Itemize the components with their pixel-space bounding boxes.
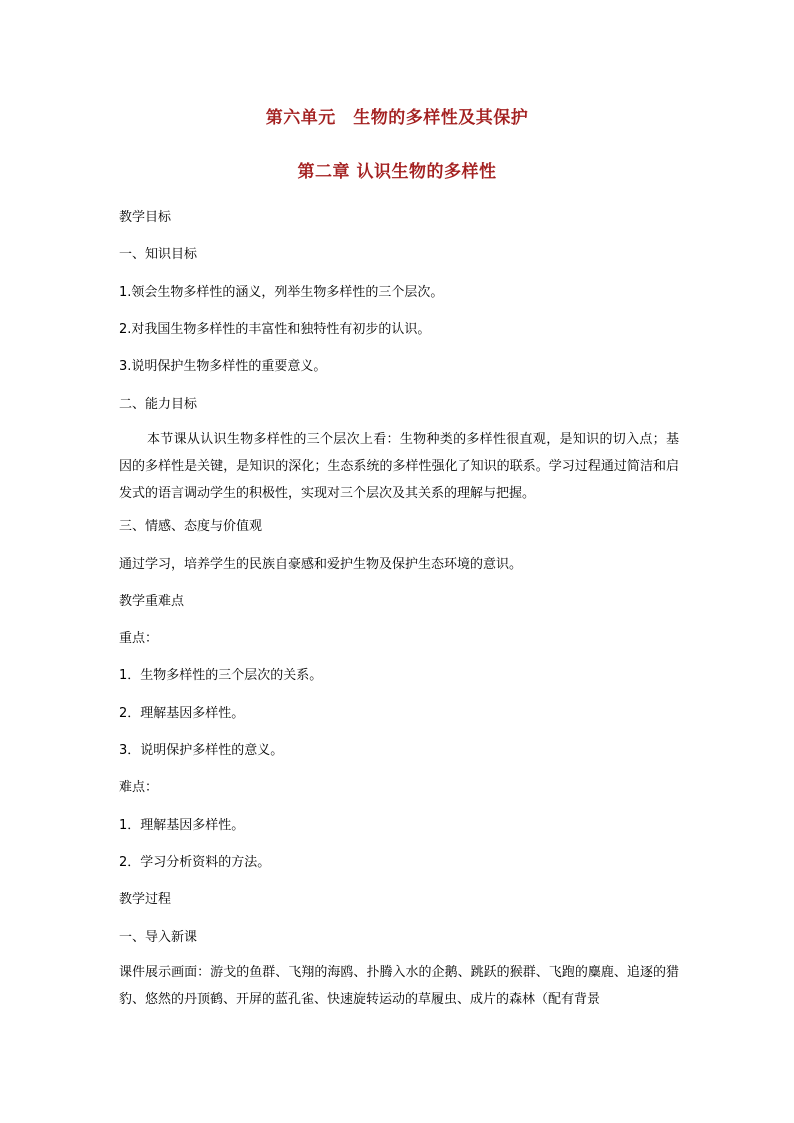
key-points-heading: 教学重难点 (119, 594, 185, 609)
intro-paragraph: 课件展示画面：游戈的鱼群、飞翔的海鸥、扑腾入水的企鹅、跳跃的猴群、飞跑的麋鹿、追逐的猎豹、悠然的丹顶鹤、开屏的蓝孔雀、快速旋转运动的草履虫、成片的森林（配有背景 (119, 965, 679, 1007)
knowledge-item-3: 3.说明保护生物多样性的重要意义。 (119, 359, 327, 374)
difficult-item-2: 2．学习分析资料的方法。 (119, 855, 271, 870)
key-item-1: 1．生物多样性的三个层次的关系。 (119, 668, 323, 683)
intro-heading: 一、导入新课 (119, 930, 198, 945)
key-item-3: 3．说明保护多样性的意义。 (119, 743, 284, 758)
unit-title: 第六单元 生物的多样性及其保护 (265, 108, 529, 128)
emotion-paragraph: 通过学习，培养学生的民族自豪感和爱护生物及保护生态环境的意识。 (119, 557, 523, 572)
key-label: 重点： (119, 631, 159, 646)
difficult-item-1: 1．理解基因多样性。 (119, 818, 245, 833)
ability-paragraph: 本节课从认识生物多样性的三个层次上看：生物种类的多样性很直观，是知识的切入点；基因的多样性是关键，是知识的深化；生态系统的多样性强化了知识的联系。学习过程通过简洁和启发式的语言调动学生的积极性，实现对三个层次及其关系的理解与把握。 (119, 432, 679, 501)
knowledge-item-1: 1.领会生物多样性的涵义，列举生物多样性的三个层次。 (119, 285, 444, 300)
difficult-label: 难点： (119, 780, 159, 795)
emotion-heading: 三、情感、态度与价值观 (119, 519, 263, 534)
teaching-goals-heading: 教学目标 (119, 210, 172, 225)
process-heading: 教学过程 (119, 892, 172, 907)
ability-heading: 二、能力目标 (119, 397, 198, 412)
chapter-title: 第二章 认识生物的多样性 (297, 162, 497, 182)
knowledge-heading: 一、知识目标 (119, 247, 198, 262)
key-item-2: 2．理解基因多样性。 (119, 706, 245, 721)
knowledge-item-2: 2.对我国生物多样性的丰富性和独特性有初步的认识。 (119, 322, 431, 337)
